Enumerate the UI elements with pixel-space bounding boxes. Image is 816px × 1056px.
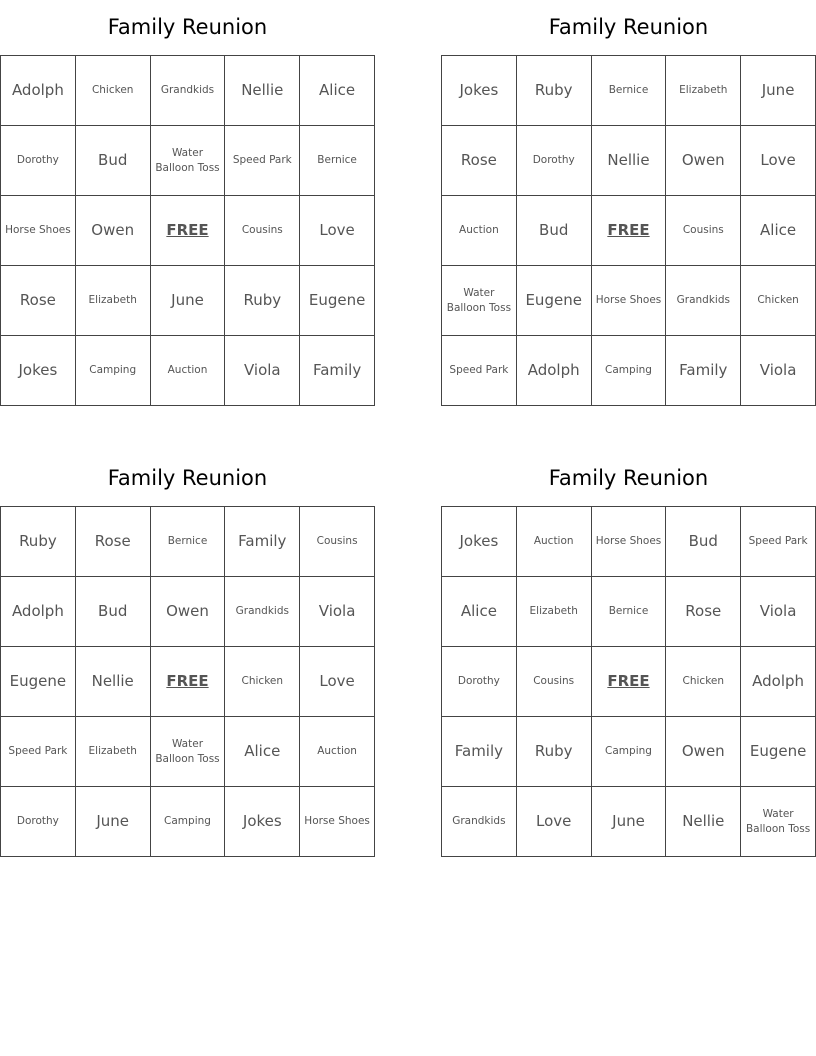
bingo-cell: June <box>741 56 816 126</box>
bingo-grid <box>441 506 816 857</box>
bingo-cell: Elizabeth <box>76 717 151 787</box>
bingo-cell: Cousins <box>225 196 300 266</box>
bingo-cell: Adolph <box>741 647 816 717</box>
bingo-cell: Bud <box>666 507 741 577</box>
bingo-cell: Adolph <box>1 56 76 126</box>
bingo-cell: Love <box>741 126 816 196</box>
bingo-cell: Chicken <box>225 647 300 717</box>
free-space: FREE <box>151 196 226 266</box>
free-space: FREE <box>592 196 667 266</box>
bingo-cell: Bud <box>76 126 151 196</box>
bingo-cell: Dorothy <box>442 647 517 717</box>
bingo-cell: Bernice <box>592 577 667 647</box>
bingo-cell: Nellie <box>76 647 151 717</box>
bingo-cell: Owen <box>666 717 741 787</box>
bingo-cell: Cousins <box>517 647 592 717</box>
bingo-cell: Camping <box>151 787 226 857</box>
bingo-cell: Speed Park <box>1 717 76 787</box>
bingo-cell: Ruby <box>225 266 300 336</box>
bingo-cell: Alice <box>225 717 300 787</box>
bingo-cell: Horse Shoes <box>1 196 76 266</box>
bingo-cell: Camping <box>592 336 667 406</box>
bingo-cell: Auction <box>300 717 375 787</box>
bingo-cell: Speed Park <box>741 507 816 577</box>
bingo-cell: June <box>76 787 151 857</box>
bingo-cell: Alice <box>442 577 517 647</box>
bingo-cell: Horse Shoes <box>592 266 667 336</box>
bingo-card-1 <box>0 0 375 406</box>
bingo-cell: Alice <box>300 56 375 126</box>
bingo-cell: Bernice <box>300 126 375 196</box>
bingo-cell: Viola <box>741 577 816 647</box>
bingo-cell: Chicken <box>76 56 151 126</box>
bingo-cell: Auction <box>442 196 517 266</box>
bingo-cell: Eugene <box>741 717 816 787</box>
bingo-cell: Nellie <box>592 126 667 196</box>
bingo-cell: Jokes <box>1 336 76 406</box>
bingo-cell: Ruby <box>517 717 592 787</box>
bingo-cell: Auction <box>151 336 226 406</box>
bingo-cell: Ruby <box>517 56 592 126</box>
bingo-cell: Chicken <box>741 266 816 336</box>
bingo-cell: Love <box>300 647 375 717</box>
free-space: FREE <box>592 647 667 717</box>
bingo-cell: Eugene <box>517 266 592 336</box>
bingo-cell: Elizabeth <box>76 266 151 336</box>
bingo-cell: Grandkids <box>442 787 517 857</box>
bingo-cell: Owen <box>666 126 741 196</box>
bingo-cell: Viola <box>741 336 816 406</box>
bingo-cell: Auction <box>517 507 592 577</box>
bingo-cell: Jokes <box>225 787 300 857</box>
bingo-cell: Jokes <box>442 507 517 577</box>
bingo-cell: Family <box>225 507 300 577</box>
bingo-cell: Grandkids <box>225 577 300 647</box>
bingo-cell: Owen <box>151 577 226 647</box>
bingo-cell: Water Balloon Toss <box>741 787 816 857</box>
bingo-cell: Horse Shoes <box>592 507 667 577</box>
bingo-cell: Adolph <box>517 336 592 406</box>
bingo-cell: Nellie <box>666 787 741 857</box>
bingo-cell: Family <box>666 336 741 406</box>
bingo-cell: Adolph <box>1 577 76 647</box>
bingo-cell: Viola <box>300 577 375 647</box>
bingo-cell: Grandkids <box>151 56 226 126</box>
bingo-cell: Bud <box>517 196 592 266</box>
free-space: FREE <box>151 647 226 717</box>
bingo-cell: Jokes <box>442 56 517 126</box>
bingo-cell: Love <box>517 787 592 857</box>
bingo-cell: Speed Park <box>225 126 300 196</box>
bingo-cell: Speed Park <box>442 336 517 406</box>
bingo-cell: Elizabeth <box>666 56 741 126</box>
bingo-cell: Love <box>300 196 375 266</box>
bingo-cell: Dorothy <box>1 787 76 857</box>
bingo-cell: Ruby <box>1 507 76 577</box>
bingo-cell: Bernice <box>592 56 667 126</box>
bingo-cell: Bud <box>76 577 151 647</box>
bingo-card-3 <box>0 451 375 857</box>
card-title: Family Reunion <box>107 15 268 39</box>
bingo-cell: Cousins <box>666 196 741 266</box>
bingo-cell: Nellie <box>225 56 300 126</box>
bingo-cell: Dorothy <box>1 126 76 196</box>
bingo-grid <box>0 506 375 857</box>
bingo-cell: Family <box>300 336 375 406</box>
card-title: Family Reunion <box>107 466 268 490</box>
bingo-grid <box>0 55 375 406</box>
bingo-cell: Rose <box>1 266 76 336</box>
bingo-cell: Water Balloon Toss <box>151 717 226 787</box>
bingo-cell: Owen <box>76 196 151 266</box>
bingo-cell: Grandkids <box>666 266 741 336</box>
bingo-card-2 <box>441 0 816 406</box>
bingo-cell: Rose <box>76 507 151 577</box>
card-title: Family Reunion <box>548 466 709 490</box>
bingo-cell: Water Balloon Toss <box>442 266 517 336</box>
bingo-cell: Rose <box>442 126 517 196</box>
bingo-cell: Elizabeth <box>517 577 592 647</box>
bingo-cell: Water Balloon Toss <box>151 126 226 196</box>
bingo-cell: Eugene <box>1 647 76 717</box>
bingo-cell: Alice <box>741 196 816 266</box>
bingo-cell: Cousins <box>300 507 375 577</box>
bingo-cell: Viola <box>225 336 300 406</box>
bingo-cell: Camping <box>592 717 667 787</box>
bingo-grid <box>441 55 816 406</box>
bingo-cell: Bernice <box>151 507 226 577</box>
bingo-cell: Horse Shoes <box>300 787 375 857</box>
bingo-cell: Camping <box>76 336 151 406</box>
bingo-cell: June <box>151 266 226 336</box>
bingo-card-4 <box>441 451 816 857</box>
bingo-cell: Dorothy <box>517 126 592 196</box>
card-title: Family Reunion <box>548 15 709 39</box>
bingo-cell: June <box>592 787 667 857</box>
bingo-cell: Rose <box>666 577 741 647</box>
bingo-cell: Chicken <box>666 647 741 717</box>
bingo-cell: Family <box>442 717 517 787</box>
bingo-cell: Eugene <box>300 266 375 336</box>
